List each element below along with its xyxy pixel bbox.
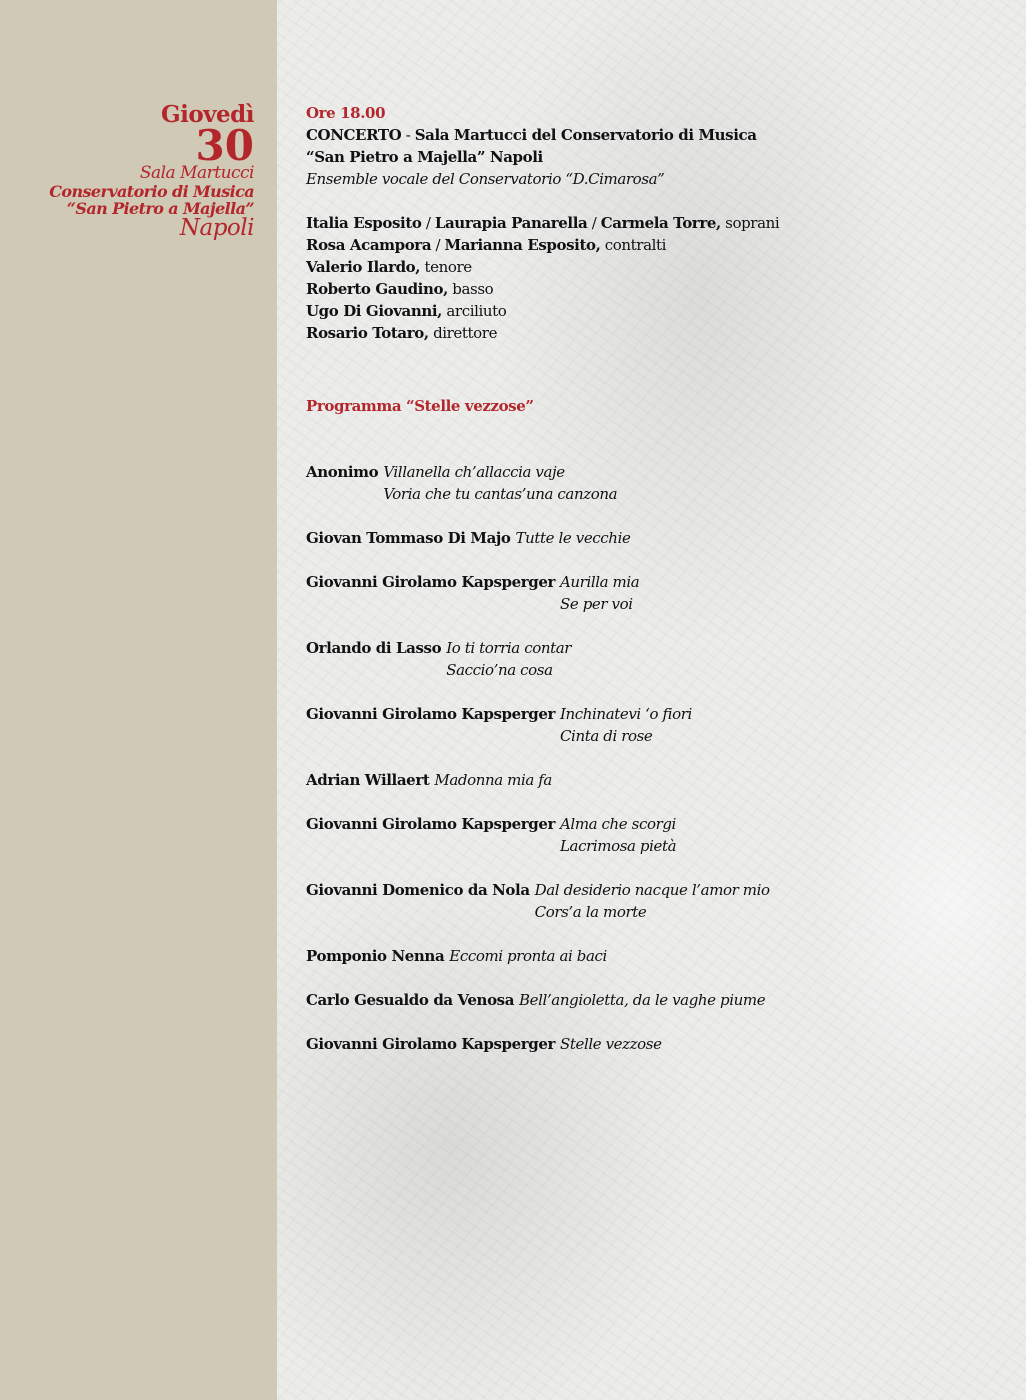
work-title: Bell’angioletta, da le vaghe piume — [519, 991, 766, 1009]
date-number: 30 — [195, 121, 254, 170]
work-title: Inchinatevi ‘o fiori — [559, 705, 692, 723]
work-title: Voria che tu cantas’una canzona — [383, 485, 618, 503]
performer-name: Italia Esposito — [306, 214, 422, 232]
program-entry — [306, 945, 779, 967]
program-entry — [306, 527, 779, 549]
composer-name: Giovanni Domenico da Nola — [306, 881, 530, 899]
performer-role: basso — [452, 280, 494, 298]
work-title: Lacrimosa pietà — [559, 837, 677, 855]
performer-row — [306, 322, 779, 344]
program-entry — [306, 813, 779, 857]
composer-name: Giovanni Girolamo Kapsperger — [306, 815, 555, 833]
work-title: Stelle vezzose — [559, 1035, 662, 1053]
work-title: Tutte le vecchie — [515, 529, 631, 547]
work-title: Alma che scorgi — [559, 815, 676, 833]
works-list — [383, 461, 617, 505]
work-title: Eccomi pronta ai baci — [449, 947, 607, 965]
program-entry — [306, 703, 779, 747]
works-list — [560, 571, 639, 615]
works-list — [519, 989, 765, 1011]
work-title: Saccio’na cosa — [446, 661, 553, 679]
performer-role: arciliuto — [446, 302, 507, 320]
works-list — [434, 769, 552, 791]
concert-label: CONCERTO — [306, 126, 402, 144]
performer-role: contralti — [604, 236, 667, 254]
program-entry — [306, 571, 779, 615]
works-list — [449, 945, 607, 967]
performer-row — [306, 300, 779, 322]
works-list — [516, 527, 631, 549]
program-list — [306, 461, 779, 1055]
city-name: Napoli — [179, 215, 254, 241]
ensemble-name: Ensemble vocale del Conservatorio “D.Cimarosa” — [306, 170, 665, 188]
institution-line1: Conservatorio di Musica — [49, 182, 254, 201]
separator: / — [587, 214, 601, 232]
event-title-line1 — [306, 124, 779, 146]
works-list — [560, 813, 676, 857]
composer-name: Orlando di Lasso — [306, 639, 442, 657]
works-list — [446, 637, 571, 681]
day-label: Giovedì — [160, 101, 254, 128]
performer-name: Laurapia Panarella — [434, 214, 588, 232]
work-title: Dal desiderio nacque l’amor mio — [534, 881, 770, 899]
composer-name: Giovanni Girolamo Kapsperger — [306, 1035, 555, 1053]
work-title: Aurilla mia — [559, 573, 640, 591]
works-list — [535, 879, 770, 923]
performer-row — [306, 234, 779, 256]
work-title: Cors’a la morte — [534, 903, 647, 921]
institution-line2: “San Pietro a Majella” — [66, 199, 254, 218]
performer-row — [306, 278, 779, 300]
work-title: Cinta di rose — [559, 727, 653, 745]
performer-name: Marianna Esposito, — [444, 236, 601, 254]
program-entry — [306, 1033, 779, 1055]
performer-role: soprani — [725, 214, 780, 232]
performer-row — [306, 256, 779, 278]
event-time: Ore 18.00 — [306, 104, 386, 122]
work-title: Madonna mia fa — [434, 771, 552, 789]
performer-name: Valerio Ilardo, — [306, 258, 421, 276]
performer-name: Carmela Torre, — [600, 214, 721, 232]
work-title: Villanella ch’allaccia vaje — [383, 463, 565, 481]
separator: - — [401, 126, 415, 144]
program-entry — [306, 989, 779, 1011]
hall-name: Sala Martucci — [139, 163, 254, 183]
program-entry — [306, 879, 779, 923]
composer-name: Giovanni Girolamo Kapsperger — [306, 573, 555, 591]
performers-list — [306, 212, 779, 344]
venue-label: Sala Martucci del Conservatorio di Musica — [414, 126, 757, 144]
program-entry — [306, 637, 779, 681]
composer-name: Carlo Gesualdo da Venosa — [306, 991, 515, 1009]
work-title: Io ti torria contar — [446, 639, 572, 657]
composer-name: Pomponio Nenna — [306, 947, 445, 965]
program-entry — [306, 461, 779, 505]
performer-row — [306, 212, 779, 234]
performer-name: Rosa Acampora — [306, 236, 432, 254]
performer-role: tenore — [424, 258, 472, 276]
composer-name: Giovan Tommaso Di Majo — [306, 529, 511, 547]
performer-name: Roberto Gaudino, — [306, 280, 448, 298]
composer-name: Giovanni Girolamo Kapsperger — [306, 705, 555, 723]
performer-role: direttore — [433, 324, 498, 342]
event-title-line2: “San Pietro a Majella” Napoli — [306, 148, 543, 166]
main-content — [306, 102, 779, 1077]
work-title: Se per voi — [559, 595, 633, 613]
composer-name: Anonimo — [306, 463, 379, 481]
composer-name: Adrian Willaert — [306, 771, 430, 789]
works-list — [560, 1033, 662, 1055]
separator: / — [431, 236, 445, 254]
program-entry — [306, 769, 779, 791]
performer-name: Ugo Di Giovanni, — [306, 302, 443, 320]
separator: / — [421, 214, 435, 232]
program-title: Programma “Stelle vezzose” — [306, 397, 534, 415]
performer-name: Rosario Totaro, — [306, 324, 429, 342]
date-venue-block — [4, 102, 254, 239]
works-list — [560, 703, 692, 747]
